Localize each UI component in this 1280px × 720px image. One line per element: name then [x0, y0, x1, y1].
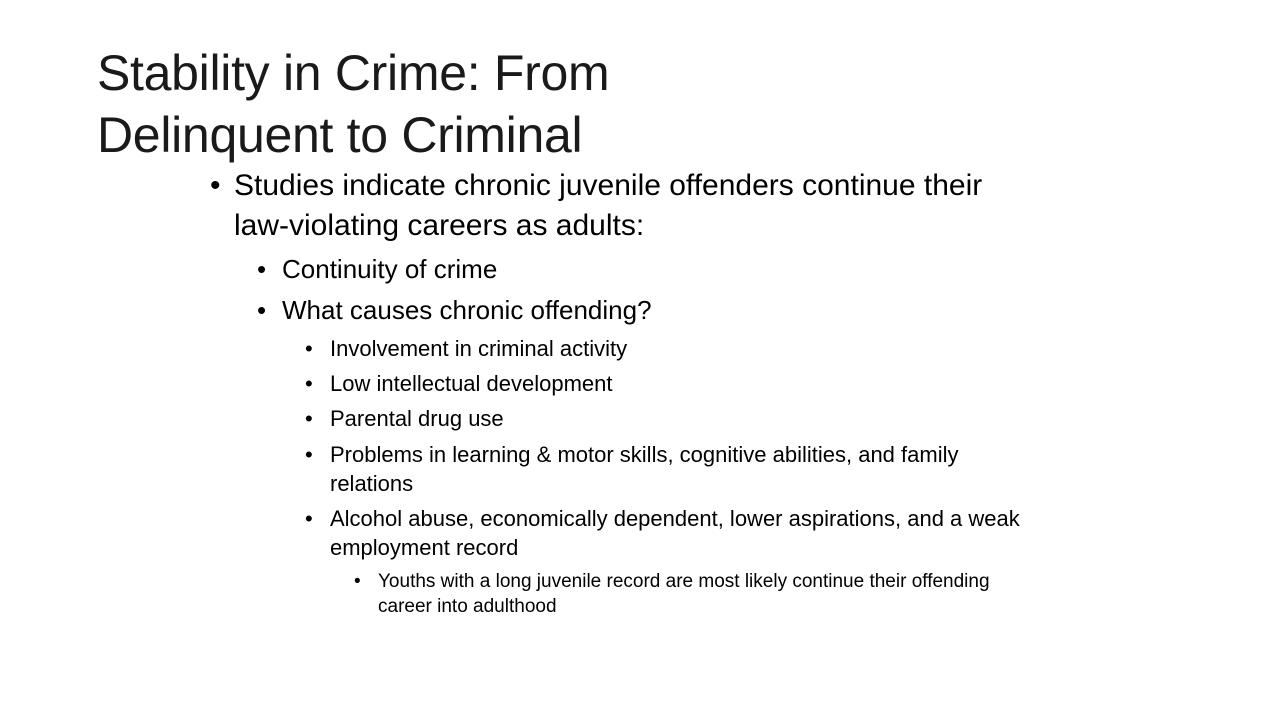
- bullet-level2-causes: [257, 293, 1017, 327]
- bullet-text: Parental drug use: [330, 406, 504, 431]
- bullet-level3-involvement: [305, 334, 1045, 363]
- bullet-dot-icon: •: [305, 406, 313, 431]
- bullet-level3-intellectual: [305, 369, 1045, 398]
- bullet-dot-icon: •: [210, 169, 221, 202]
- bullet-level3-parental: [305, 404, 1045, 433]
- bullet-text: Youths with a long juvenile record are most likely continue their offending career into adulthood: [378, 571, 990, 617]
- bullet-text: Continuity of crime: [282, 254, 498, 284]
- bullet-dot-icon: •: [257, 254, 267, 284]
- bullet-level1-studies: [210, 166, 1040, 246]
- bullet-text: Problems in learning & motor skills, cognitive abilities, and family relations: [330, 442, 959, 496]
- bullet-level2-continuity: [257, 252, 1017, 286]
- bullet-level4-youths: [354, 569, 1034, 619]
- bullet-dot-icon: •: [305, 336, 313, 361]
- bullet-text: Alcohol abuse, economically dependent, lower aspirations, and a weak employment record: [330, 506, 1020, 560]
- slide-title-line-1: Stability in Crime: From: [97, 45, 610, 101]
- slide-title: [97, 42, 797, 166]
- bullet-level3-problems: [305, 440, 1045, 498]
- slide-title-line-2: Delinquent to Criminal: [97, 107, 583, 163]
- bullet-dot-icon: •: [305, 506, 313, 531]
- bullet-dot-icon: •: [354, 571, 361, 592]
- bullet-level3-alcohol: [305, 504, 1045, 562]
- bullet-dot-icon: •: [305, 442, 313, 467]
- bullet-text: Low intellectual development: [330, 371, 613, 396]
- bullet-text: What causes chronic offending?: [282, 295, 652, 325]
- bullet-text: Studies indicate chronic juvenile offenders continue their law-violating careers as adults:: [234, 169, 983, 242]
- bullet-text: Involvement in criminal activity: [330, 336, 628, 361]
- bullet-dot-icon: •: [305, 371, 313, 396]
- bullet-dot-icon: •: [257, 295, 267, 325]
